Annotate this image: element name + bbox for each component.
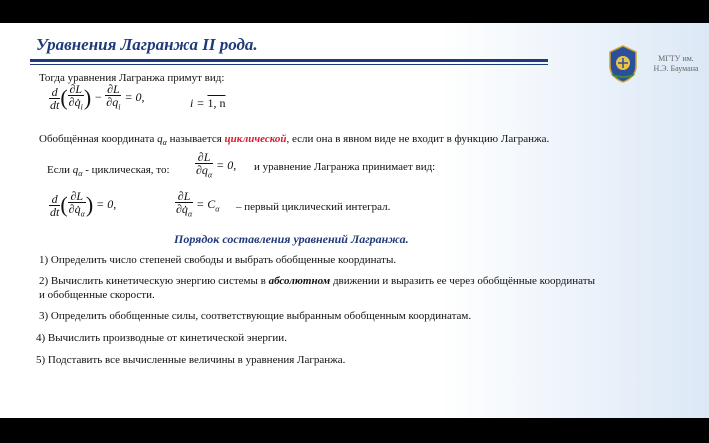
university-emblem-icon — [606, 44, 640, 84]
step-2: 2) Вычислить кинетическую энергию системы в абсолютном движении и выразить ее через обобщённые координаты — [39, 275, 595, 287]
procedure-heading: Порядок составления уравнений Лагранжа. — [174, 232, 409, 246]
step-1: 1) Определить число степеней свободы и выбрать обобщенные координаты. — [39, 254, 397, 266]
title-rule — [30, 59, 548, 62]
cyclic-condition-label: Если $q_\alpha$ - циклическая, то: — [47, 164, 170, 179]
cyclic-condition-equation: $\frac{\partial L}{\partial q_\alpha}$ = 0, — [196, 150, 237, 180]
absolute-term: абсолютном — [268, 275, 331, 287]
step-3: 3) Определить обобщенные силы, соответствующие выбранным обобщенным координатам. — [39, 310, 472, 322]
slide — [0, 23, 709, 418]
cyclic-integral-text: – первый циклический интеграл. — [236, 201, 391, 213]
institution-name: МГТУ им. Н.Э. Баумана — [653, 54, 699, 73]
step-2-continued: и обобщенные скорости. — [39, 289, 155, 301]
cyclic-condition-after: и уравнение Лагранжа принимает вид: — [254, 161, 436, 173]
title-rule-thin — [30, 64, 548, 65]
lagrange-equation: $\frac{d}{dt}$ ( $\frac{\partial L}{\partial q̇_i}$ ) − $\frac{\partial L}{\partial q_i}$ = 0, — [50, 82, 145, 112]
step-5: 5) Подставить все вычисленные величины в уравнения Лагранжа. — [36, 354, 346, 366]
slide-title: Уравнения Лагранжа II рода. — [36, 35, 258, 54]
cyclic-term: циклической — [224, 133, 287, 145]
cyclic-definition: Обобщённая координата $q_\alpha$ называется циклической, если она в явном виде не входит в функцию Лагранжа. — [39, 133, 550, 148]
cyclic-integral-equation: $\frac{\partial L}{\partial q̇_\alpha}$ = $C_\alpha$ — [176, 189, 220, 219]
cyclic-lagrange-equation: $\frac{d}{dt}$ ( $\frac{\partial L}{\partial q̇_\alpha}$ ) = 0, — [50, 189, 117, 219]
intro-text: Тогда уравнения Лагранжа примут вид: — [39, 72, 225, 84]
index-range: i = 1, n — [190, 96, 226, 110]
step-4: 4) Вычислить производные от кинетической энергии. — [36, 332, 287, 344]
